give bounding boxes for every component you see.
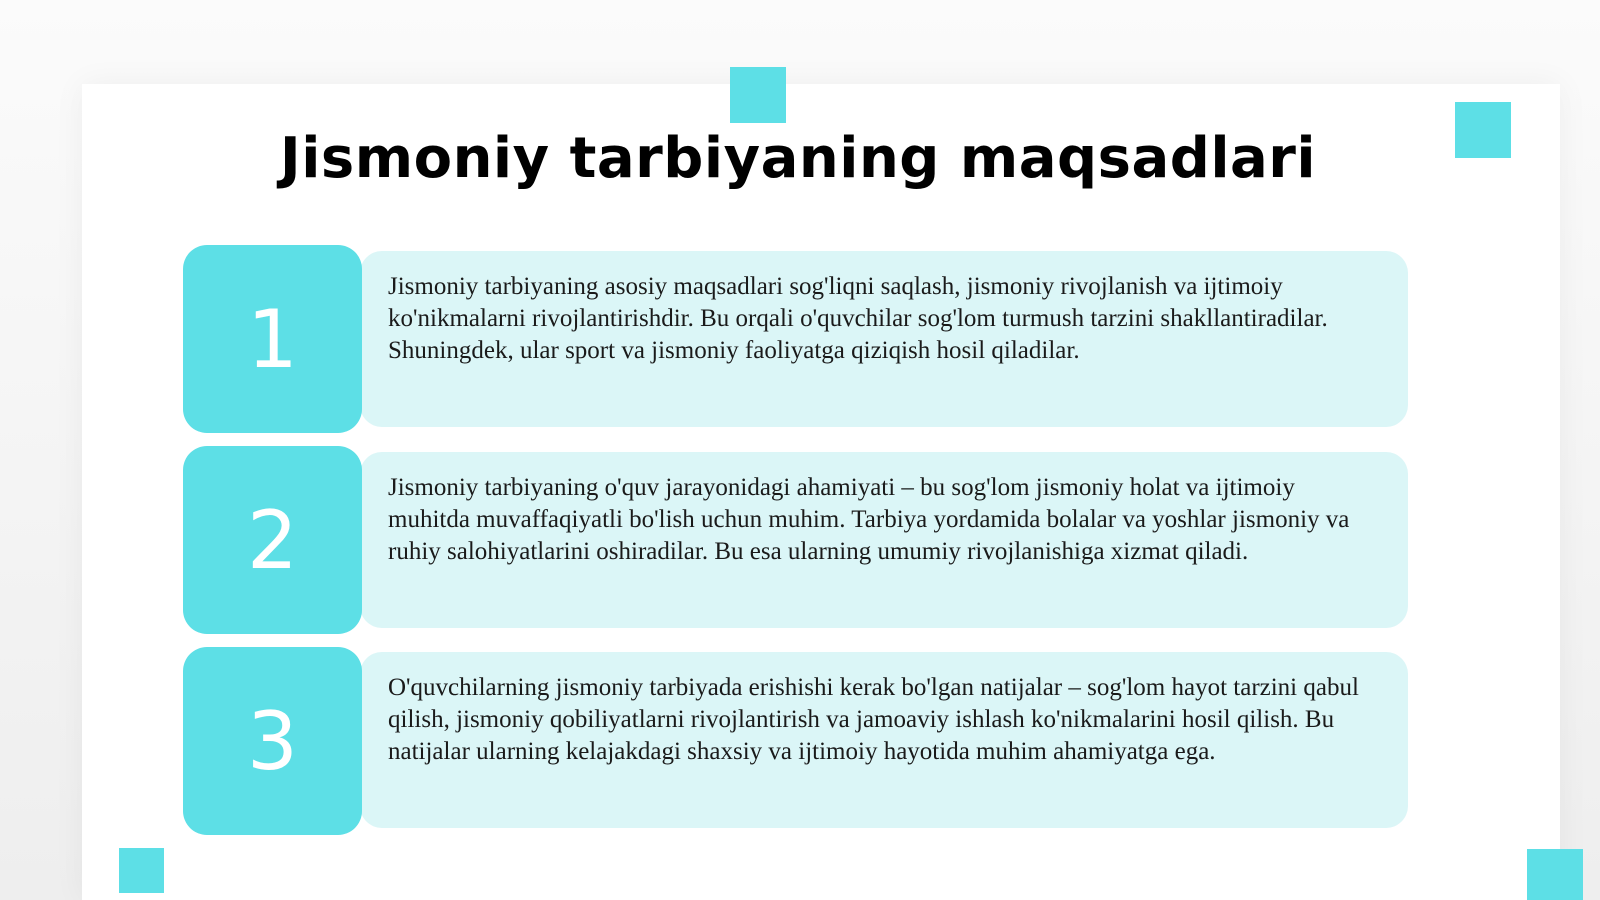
goal-number-3: 3: [183, 647, 362, 835]
goal-number-2: 2: [183, 446, 362, 634]
decor-square-bottom-left: [119, 848, 164, 893]
goal-text-1: Jismoniy tarbiyaning asosiy maqsadlari sog'liqni saqlash, jismoniy rivojlanish va ijtimoiy ko'nikmalarni rivojlantirishdir. Bu orqali o'quvchilar sog'lom turmush tarzini shakllantiradilar. Shuningdek, ular sport va jismoniy faoliyatga qiziqish hosil qiladilar.: [388, 273, 1328, 364]
goal-text-3: O'quvchilarning jismoniy tarbiyada erishishi kerak bo'lgan natijalar – sog'lom hayot tarzini qabul qilish, jismoniy qobiliyatlarni rivojlantirish va jamoaviy ishlash ko'nikmalarini hosil qilish. Bu natijalar ularning kelajakdagi shaxsiy va ijtimoiy hayotida muhim ahamiyatga ega.: [388, 674, 1359, 765]
goal-number-1: 1: [183, 245, 362, 433]
goal-card-2: [360, 452, 1408, 628]
goal-card-1: [360, 251, 1408, 427]
goal-card-3: [360, 652, 1408, 828]
goal-text-2: Jismoniy tarbiyaning o'quv jarayonidagi ahamiyati – bu sog'lom jismoniy holat va ijtimoiy muhitda muvaffaqiyatli bo'lish uchun muhim. Tarbiya yordamida bolalar va yoshlar jismoniy va ruhiy salohiyatlarini oshiradilar. Bu esa ularning umumiy rivojlanishiga xizmat qiladi.: [388, 474, 1350, 565]
slide-title: Jismoniy tarbiyaning maqsadlari: [279, 126, 1317, 191]
decor-square-top: [730, 67, 786, 123]
decor-square-bottom-right: [1527, 849, 1583, 900]
